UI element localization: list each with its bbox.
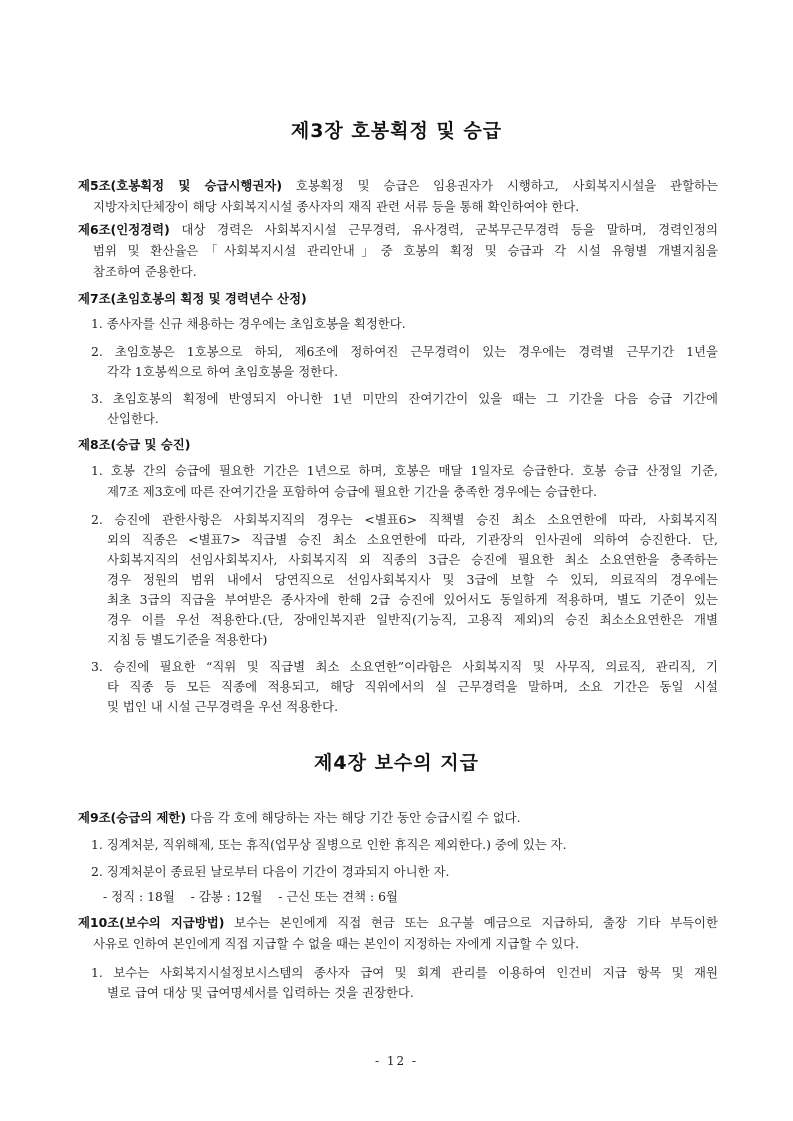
article-7-item-2-line-2: 각각 1호봉씩으로 하여 초임호봉을 정한다. (107, 364, 339, 379)
article-9-item-2-sub: - 정직 : 18월 - 감봉 : 12월 - 근신 또는 견책 : 6월 (103, 889, 398, 904)
article-5-text-1: 호봉획정 및 승급은 임용권자가 시행하고, 사회복지시설을 관할하는 (295, 178, 718, 193)
article-8-item-2-line-2: 외의 직종은 <별표7> 직급별 승진 최소 소요연한에 따라, 기관장의 인사권에 의하여 승진한다. 단, (107, 532, 718, 547)
article-10-item-1-line-2: 별로 급여 대상 및 급여명세서를 입력하는 것을 권장한다. (107, 985, 414, 1000)
article-8-item-3-line-3: 및 법인 내 시설 근무경력을 우선 적용한다. (107, 699, 339, 714)
article-10-text-1: 보수는 본인에게 직접 현금 또는 요구불 예금으로 지급하되, 출장 기타 부득이한 (234, 915, 718, 930)
article-9-heading: 제9조(승급의 제한) (78, 810, 187, 825)
article-8-item-2-line-5: 최초 3급의 직급을 부여받은 종사자에 한해 2급 승진에 있어서도 동일하게 적용하며, 별도 기준이 있는 (107, 592, 718, 607)
article-6-text-2: 범위 및 환산율은「사회복지시설 관리안내」중 호봉의 획정 및 승급과 각 시설 유형별 개별지침을 (93, 243, 718, 258)
article-8-item-2-line-6: 경우 이를 우선 적용한다.(단, 장애인복지관 일반직(기능직, 고용직 제외)의 승진 최소소요연한은 개별 (107, 612, 718, 627)
article-8-heading: 제8조(승급 및 승진) (78, 437, 191, 452)
article-6-line-1 (78, 222, 718, 238)
article-8-item-3-line-2: 타 직종 등 모든 직종에 적용되고, 해당 직위에서의 실 근무경력을 말하며, 소요 기간은 동일 시설 (107, 679, 718, 694)
article-8-item-1-line-1: 1. 호봉 간의 승급에 필요한 기간은 1년으로 하며, 호봉은 매달 1일자로 승급한다. 호봉 승급 산정일 기준, (91, 463, 718, 478)
article-10-text-2: 사유로 인하여 본인에게 직접 지급할 수 없을 때는 본인이 지정하는 자에게 지급할 수 있다. (93, 936, 580, 951)
article-9-text-1: 다음 각 호에 해당하는 자는 해당 기간 동안 승급시킬 수 없다. (190, 810, 521, 825)
article-9-item-2: 2. 징계처분이 종료된 날로부터 다음이 기간이 경과되지 아니한 자. (91, 864, 450, 879)
article-7-item-1: 1. 종사자를 신규 채용하는 경우에는 초임호봉을 획정한다. (91, 316, 406, 331)
article-8-item-2-line-1: 2. 승진에 관한사항은 사회복지직의 경우는 <별표6> 직책별 승진 최소 소요연한에 따라, 사회복지직 (91, 512, 718, 527)
article-10-line-1 (78, 915, 718, 931)
article-6-heading: 제6조(인정경력) (78, 222, 170, 237)
article-7-item-3-line-1: 3. 초임호봉의 획정에 반영되지 아니한 1년 미만의 잔여기간이 있을 때는 그 기간을 다음 승급 기간에 (91, 391, 718, 406)
article-7-item-2-line-1: 2. 초임호봉은 1호봉으로 하되, 제6조에 정하여진 근무경력이 있는 경우에는 경력별 근무기간 1년을 (91, 344, 718, 359)
article-7-item-3-line-2: 산입한다. (107, 411, 159, 426)
article-10-heading: 제10조(보수의 지급방법) (78, 915, 225, 930)
article-6-text-3: 참조하여 준용한다. (93, 264, 197, 279)
article-6-text-1: 대상 경력은 사회복지시설 근무경력, 유사경력, 군복무근무경력 등을 말하며, 경력인정의 (181, 222, 718, 237)
article-5-heading: 제5조(호봉획정 및 승급시행권자) (78, 178, 282, 193)
article-10-item-1-line-1: 1. 보수는 사회복지시설정보시스템의 종사자 급여 및 회계 관리를 이용하여 인건비 지급 항목 및 재원 (91, 965, 718, 980)
article-7-heading: 제7조(초임호봉의 획정 및 경력년수 산정) (78, 291, 307, 306)
chapter-4-title: 제4장 보수의 지급 (314, 752, 479, 774)
article-9-line-1 (78, 810, 521, 826)
article-8-item-3-line-1: 3. 승진에 필요한 “직위 및 직급별 최소 소요연한”이라함은 사회복지직 및 사무직, 의료직, 관리직, 기 (91, 659, 718, 674)
article-8-item-2-line-3: 사회복지직의 선임사회복지사, 사회복지직 외 직종의 3급은 승진에 필요한 최소 소요연한을 충족하는 (107, 552, 718, 567)
chapter-3-title: 제3장 호봉획정 및 승급 (290, 120, 503, 142)
article-5-line-1 (78, 178, 718, 194)
article-8-item-1-line-2: 제7조 제3호에 따른 잔여기간을 포함하여 승급에 필요한 기간을 충족한 경우에는 승급한다. (107, 484, 597, 499)
page-number: - 12 - (374, 1054, 418, 1068)
article-8-item-2-line-4: 경우 정원의 범위 내에서 당연직으로 선임사회복지사 및 3급에 보할 수 있되, 의료직의 경우에는 (107, 572, 718, 587)
article-5-text-2: 지방자치단체장이 해당 사회복지시설 종사자의 재직 관련 서류 등을 통해 확인하여야 한다. (93, 199, 580, 214)
article-9-item-1: 1. 징계처분, 직위해제, 또는 휴직(업무상 질병으로 인한 휴직은 제외한다.) 중에 있는 자. (91, 837, 567, 852)
article-8-item-2-line-7: 지침 등 별도기준을 적용한다) (107, 632, 268, 647)
